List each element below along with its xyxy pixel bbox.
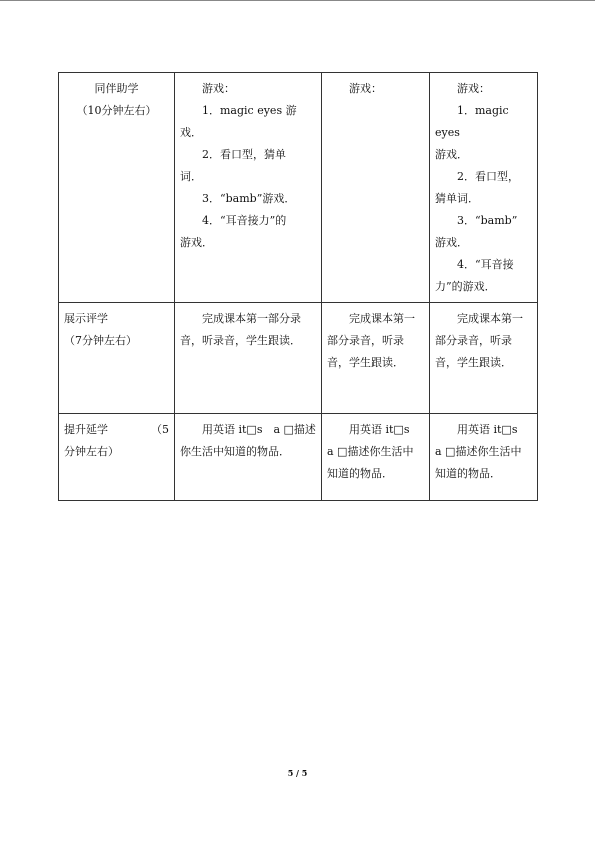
cell-line: 1．magic eyes bbox=[435, 104, 509, 139]
stage-label-extension bbox=[59, 414, 175, 501]
activity-cell-col1 bbox=[175, 303, 322, 414]
page-number: 5 / 5 bbox=[287, 768, 308, 778]
cell-line: 部分录音，听录 bbox=[327, 334, 404, 347]
stage-name-row bbox=[64, 419, 169, 441]
cell-line: 游戏． bbox=[435, 148, 468, 161]
cell-line: 4．“耳音接力”的 bbox=[202, 214, 287, 227]
cell-line: 4．“耳音接 bbox=[457, 258, 514, 271]
stage-label-presentation bbox=[59, 303, 175, 414]
stage-name: 提升延学 bbox=[64, 423, 108, 436]
table-row-extension bbox=[59, 414, 538, 501]
cell-line: 3．“bamb” bbox=[457, 214, 518, 227]
cell-line: 2．看口型， bbox=[457, 170, 519, 183]
activity-cell-col3 bbox=[430, 414, 538, 501]
stage-name: 展示评学 bbox=[64, 312, 108, 325]
activity-cell-col3 bbox=[430, 303, 538, 414]
cell-line: 游戏： bbox=[349, 82, 382, 95]
stage-duration: 分钟左右） bbox=[64, 445, 119, 458]
cell-line: 词． bbox=[180, 170, 202, 183]
cell-line: 知道的物品． bbox=[327, 467, 393, 480]
page-top-rule bbox=[0, 0, 595, 1]
stage-name: 同伴助学 bbox=[94, 82, 139, 95]
cell-line: 知道的物品． bbox=[435, 467, 501, 480]
cell-line: 完成课本第一部分录 bbox=[202, 312, 301, 325]
activity-cell-col2 bbox=[322, 73, 430, 303]
cell-line: 用英语 it□s a □描述 bbox=[202, 423, 316, 436]
cell-line: 力”的游戏． bbox=[435, 280, 496, 293]
cell-line: a □描述你生活中 bbox=[435, 445, 522, 458]
stage-duration-start: （5 bbox=[151, 423, 169, 436]
cell-line: 游戏． bbox=[180, 236, 213, 249]
activity-cell-col1 bbox=[175, 73, 322, 303]
cell-line: 完成课本第一 bbox=[349, 312, 415, 325]
stage-duration: （10分钟左右） bbox=[76, 104, 157, 117]
cell-line: 用英语 it□s bbox=[349, 423, 410, 436]
activity-cell-col2 bbox=[322, 414, 430, 501]
table-row-peer-learning bbox=[59, 73, 538, 303]
stage-duration: （7分钟左右） bbox=[64, 334, 137, 347]
cell-line: 游戏． bbox=[435, 236, 468, 249]
stage-label-peer-learning bbox=[59, 73, 175, 303]
table-row-presentation bbox=[59, 303, 538, 414]
cell-line: 你生活中知道的物品． bbox=[180, 445, 290, 458]
lesson-plan-table bbox=[58, 72, 538, 501]
cell-line: 2．看口型，猜单 bbox=[202, 148, 286, 161]
activity-cell-col3 bbox=[430, 73, 538, 303]
cell-line: a □描述你生活中 bbox=[327, 445, 414, 458]
cell-line: 游戏： bbox=[457, 82, 490, 95]
cell-line: 游戏： bbox=[202, 82, 235, 95]
cell-line: 音，听录音，学生跟读． bbox=[180, 334, 301, 347]
activity-cell-col2 bbox=[322, 303, 430, 414]
cell-line: 3．“bamb”游戏． bbox=[202, 192, 296, 205]
cell-line: 音，学生跟读． bbox=[435, 356, 512, 369]
activity-cell-col1 bbox=[175, 414, 322, 501]
cell-line: 猜单词． bbox=[435, 192, 479, 205]
cell-line: 部分录音，听录 bbox=[435, 334, 512, 347]
cell-line: 音，学生跟读． bbox=[327, 356, 404, 369]
cell-line: 完成课本第一 bbox=[457, 312, 523, 325]
cell-line: 用英语 it□s bbox=[457, 423, 518, 436]
cell-line: 1．magic eyes 游戏． bbox=[180, 104, 297, 139]
